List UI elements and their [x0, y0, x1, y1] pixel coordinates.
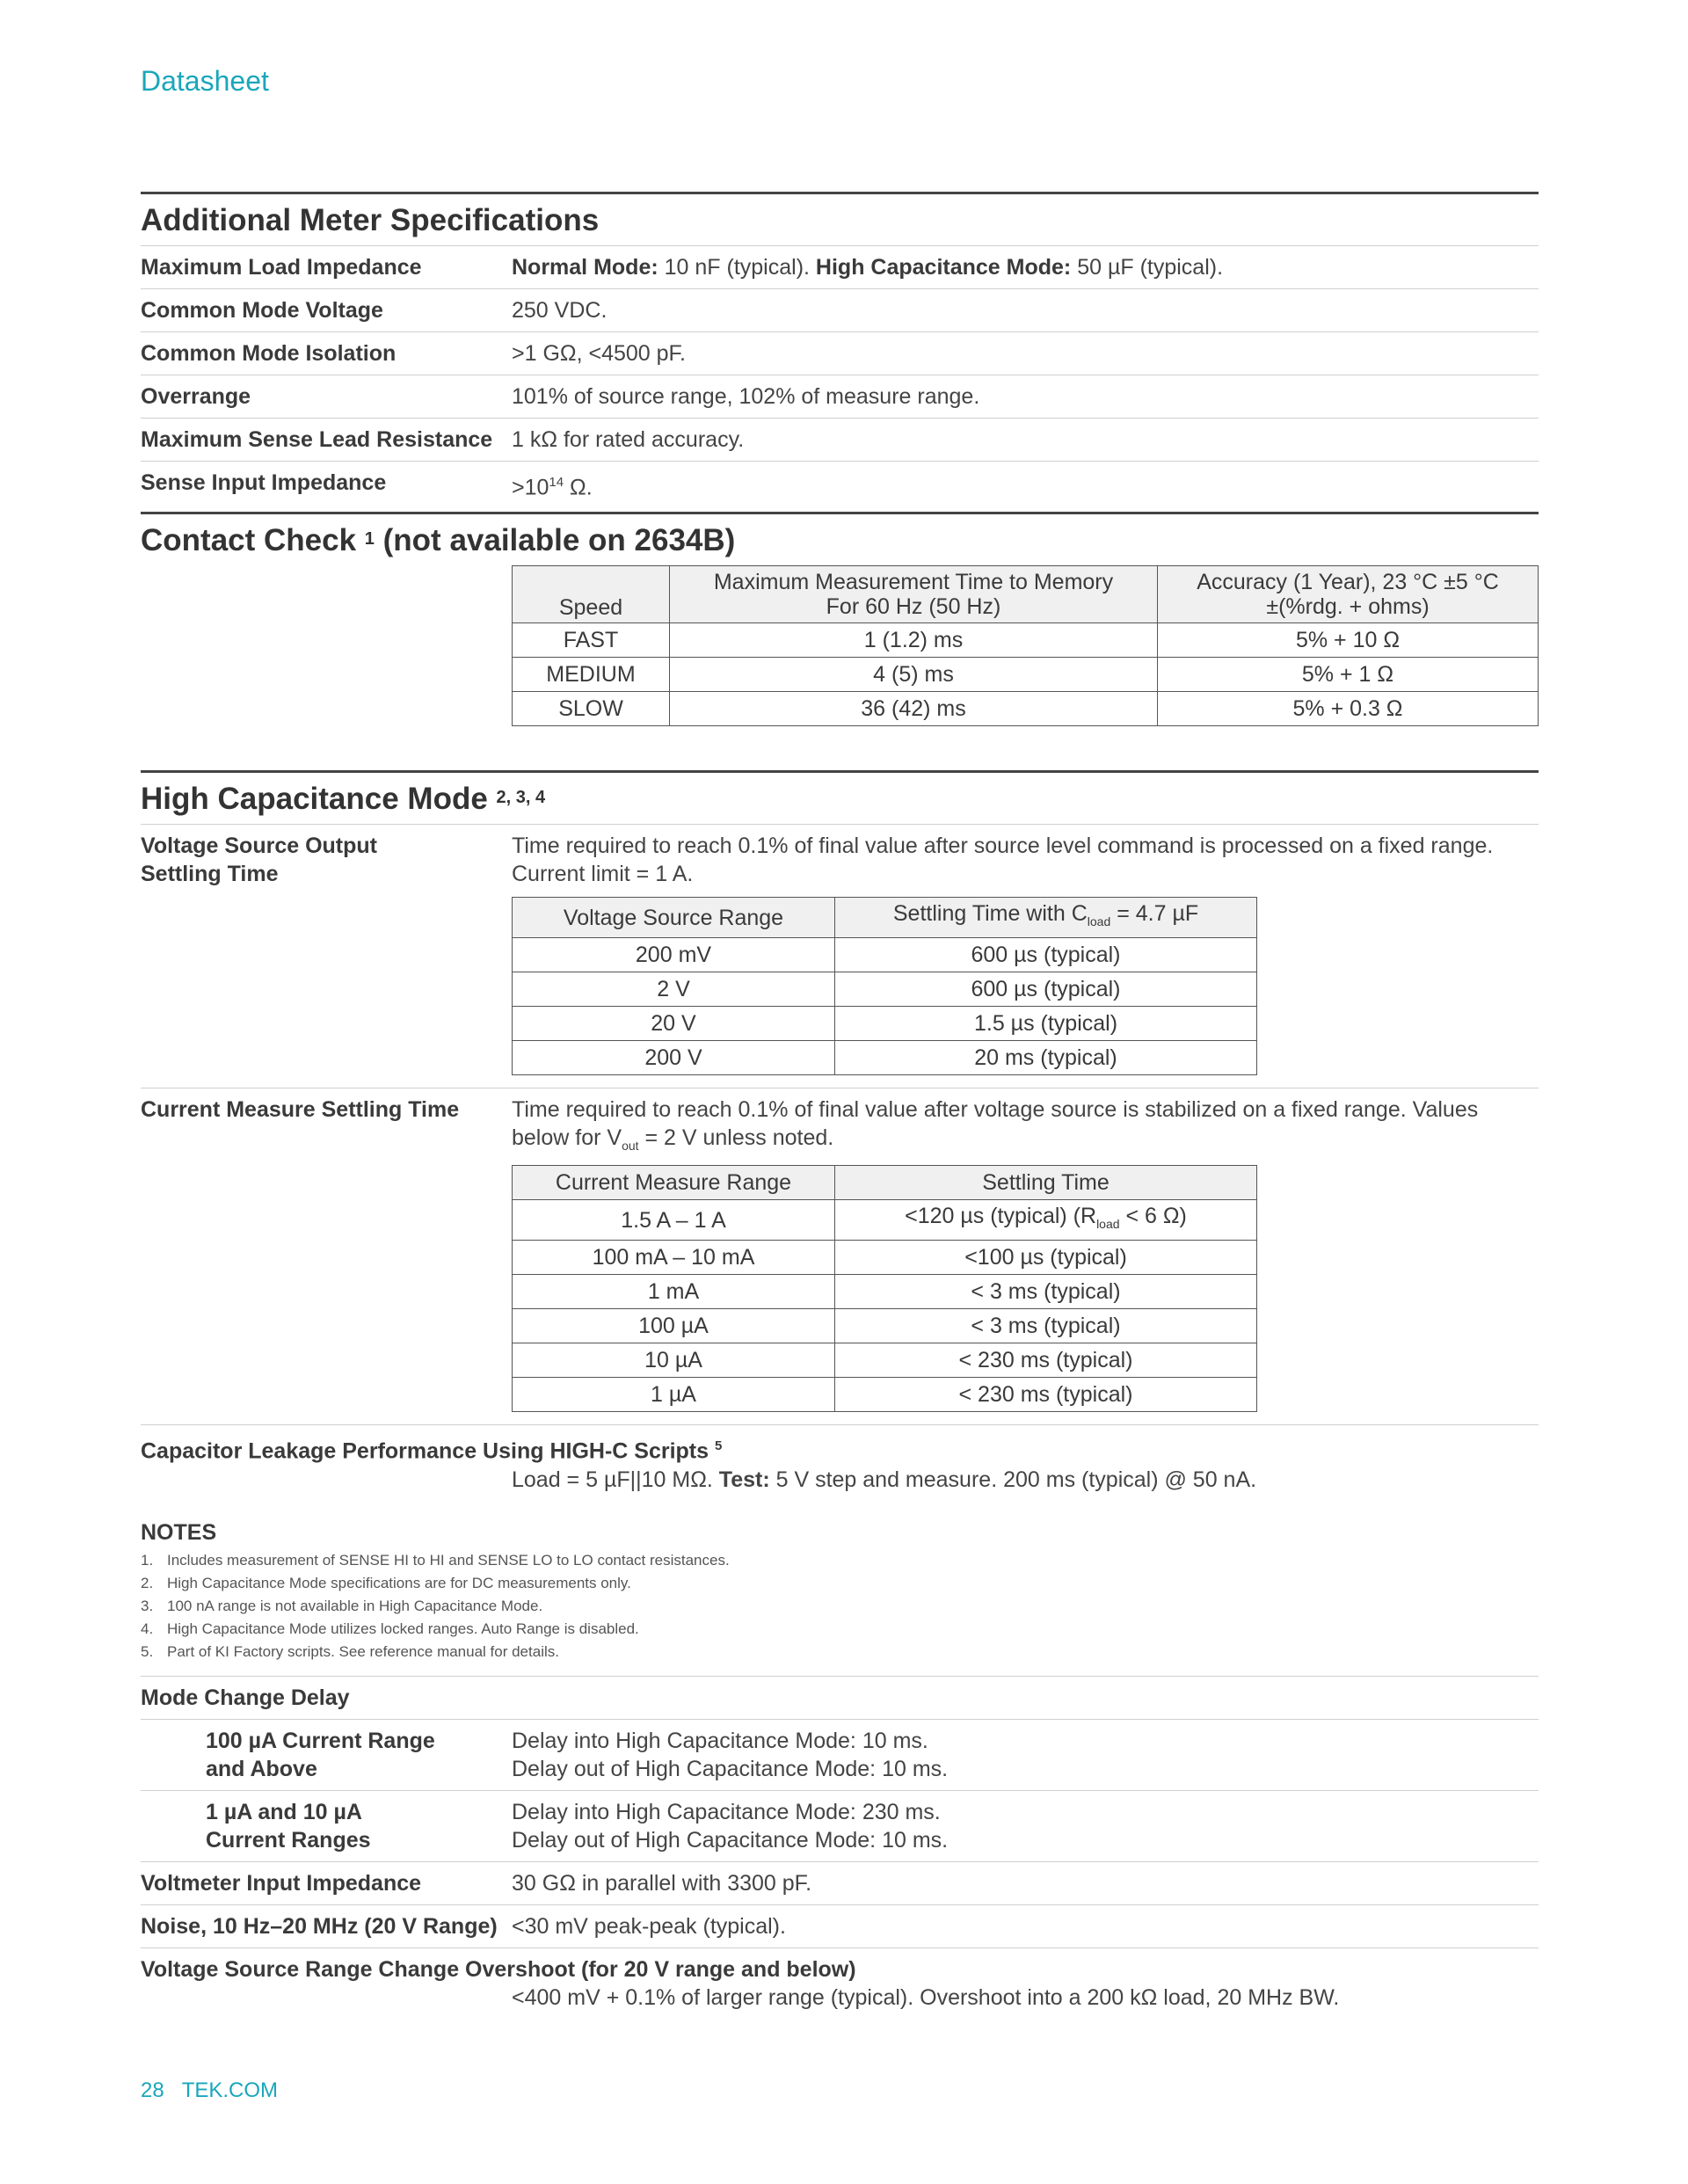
table-row	[513, 1343, 1257, 1378]
value-text: Load = 5 µF||10 MΩ.	[512, 1467, 719, 1492]
spec-value: <400 mV + 0.1% of larger range (typical). Overshoot into a 200 kΩ load, 20 MHz BW.	[512, 1984, 1340, 2010]
spec-row-vsost	[141, 824, 1539, 1088]
note-text: Part of KI Factory scripts. See reference manual for details.	[167, 1642, 559, 1660]
spec-label: Voltmeter Input Impedance	[141, 1870, 422, 1896]
spec-row	[141, 461, 1539, 512]
notes-list	[141, 1549, 1539, 1663]
spec-row	[141, 245, 1539, 288]
spec-label: Sense Input Impedance	[141, 470, 387, 495]
table-cell: 36 (42) ms	[670, 692, 1158, 726]
table-cell: 5% + 0.3 Ω	[1158, 692, 1539, 726]
spec-label: Maximum Load Impedance	[141, 255, 422, 280]
table-cell: MEDIUM	[513, 658, 670, 692]
note-item	[141, 1549, 1539, 1572]
table-header	[835, 898, 1257, 938]
value-line: Delay out of High Capacitance Mode: 10 ms.	[512, 1827, 949, 1853]
desc-text: Time required to reach 0.1% of final value after voltage source is stabilized on a fixed range. Values below for V	[512, 1097, 1479, 1151]
spec-row-cmst	[141, 1088, 1539, 1424]
table-cell	[835, 1200, 1257, 1241]
spec-value: 1 kΩ for rated accuracy.	[512, 427, 745, 452]
value-line: Delay out of High Capacitance Mode: 10 ms.	[512, 1756, 949, 1781]
spec-sublabel: 100 µA Current Range and Above	[206, 1728, 435, 1781]
page-number: 28	[141, 2078, 164, 2102]
table-header: Maximum Measurement Time to Memory For 60 Hz (50 Hz)	[670, 566, 1158, 623]
table-cell: 600 µs (typical)	[835, 938, 1257, 972]
table-cell: 200 mV	[513, 938, 835, 972]
note-item	[141, 1641, 1539, 1663]
table-cell: FAST	[513, 623, 670, 658]
table-row	[513, 623, 1539, 658]
section-title-additional-meter: Additional Meter Specifications	[141, 203, 600, 237]
page-content	[141, 192, 1539, 2019]
notes-title: NOTES	[141, 1519, 217, 1545]
table-row	[513, 1007, 1257, 1041]
table-row	[513, 938, 1257, 972]
table-header: Speed	[513, 566, 670, 623]
subscript: load	[1087, 914, 1111, 929]
spec-value: <30 mV peak-peak (typical).	[512, 1913, 786, 1939]
spec-label: Voltage Source Output Settling Time	[141, 834, 377, 887]
table-row	[513, 692, 1539, 726]
table-cell: 1.5 µs (typical)	[835, 1007, 1257, 1041]
table-cell: SLOW	[513, 692, 670, 726]
footer-link[interactable]: TEK.COM	[181, 2078, 279, 2102]
table-row	[513, 658, 1539, 692]
footnote-ref: 2, 3, 4	[496, 788, 546, 808]
cell-text: < 6 Ω)	[1119, 1204, 1187, 1229]
spec-label: Common Mode Isolation	[141, 341, 397, 366]
table-header: Accuracy (1 Year), 23 °C ±5 °C ±(%rdg. + ohms)	[1158, 566, 1539, 623]
spec-value	[512, 1798, 1539, 1854]
value-line: Delay into High Capacitance Mode: 230 ms.	[512, 1799, 941, 1824]
spec-value-bold: Normal Mode:	[512, 255, 658, 280]
note-number: 3.	[141, 1597, 154, 1614]
voltage-settling-table	[512, 897, 1257, 1075]
table-row	[513, 1241, 1257, 1275]
spec-label: Maximum Sense Lead Resistance	[141, 427, 493, 452]
spec-description: Time required to reach 0.1% of final value after source level command is processed on a fixed range. Current limit = 1 A.	[512, 834, 1494, 887]
note-item	[141, 1618, 1539, 1641]
spec-label	[141, 1432, 1539, 1465]
spec-value: >1 GΩ, <4500 pF.	[512, 341, 686, 366]
spec-label: Current Measure Settling Time	[141, 1097, 460, 1123]
table-row	[513, 1200, 1257, 1241]
note-text: High Capacitance Mode utilizes locked ranges. Auto Range is disabled.	[167, 1620, 639, 1637]
section-title-text: High Capacitance Mode	[141, 782, 488, 817]
contact-check-table-wrap	[512, 565, 1539, 726]
table-header-row	[513, 1166, 1257, 1200]
spec-row	[141, 375, 1539, 418]
note-number: 5.	[141, 1642, 154, 1660]
spec-value-bold: High Capacitance Mode:	[815, 255, 1072, 280]
contact-check-table	[512, 565, 1539, 726]
table-cell: 20 V	[513, 1007, 835, 1041]
section-title-suffix: (not available on 2634B)	[374, 523, 736, 558]
header-text: Settling Time with C	[892, 901, 1088, 927]
value-line: Delay into High Capacitance Mode: 10 ms.	[512, 1728, 928, 1753]
spec-value	[512, 832, 1539, 1075]
table-cell: < 230 ms (typical)	[835, 1378, 1257, 1412]
superscript: 14	[549, 475, 564, 490]
spec-row	[141, 288, 1539, 331]
spec-value	[512, 1096, 1539, 1412]
table-cell: 1 (1.2) ms	[670, 623, 1158, 658]
table-header-row	[513, 566, 1539, 623]
spec-label: Overrange	[141, 384, 251, 409]
table-header-row	[513, 898, 1257, 938]
spec-value	[141, 1466, 1539, 1494]
footnote-ref: 1	[364, 529, 375, 550]
spec-value-text: 50 µF (typical).	[1071, 255, 1224, 280]
section-title-contact-check	[141, 514, 1539, 565]
value-text: 5 V step and measure. 200 ms (typical) @ 50 nA.	[769, 1467, 1257, 1492]
spec-row-overshoot	[141, 1947, 1539, 2019]
note-item	[141, 1595, 1539, 1618]
spec-label: Mode Change Delay	[141, 1685, 350, 1710]
spec-value: 250 VDC.	[512, 298, 608, 323]
subscript: out	[622, 1139, 639, 1154]
note-number: 4.	[141, 1620, 154, 1637]
table-cell: 5% + 10 Ω	[1158, 623, 1539, 658]
table-header: Settling Time	[835, 1166, 1257, 1200]
spec-label: Voltage Source Range Change Overshoot (for 20 V range and below)	[141, 1956, 856, 1982]
footnote-ref: 5	[714, 1438, 723, 1454]
table-cell: 1 µA	[513, 1378, 835, 1412]
table-cell: 200 V	[513, 1041, 835, 1075]
spec-description	[512, 1096, 1539, 1160]
table-cell: 5% + 1 Ω	[1158, 658, 1539, 692]
table-cell: 600 µs (typical)	[835, 972, 1257, 1007]
table-cell: <100 µs (typical)	[835, 1241, 1257, 1275]
table-row	[513, 1041, 1257, 1075]
table-row	[513, 1275, 1257, 1309]
table-cell: < 3 ms (typical)	[835, 1309, 1257, 1343]
spec-row	[141, 1904, 1539, 1947]
section-title-high-capacitance	[141, 773, 1539, 824]
note-item	[141, 1572, 1539, 1595]
desc-text: = 2 V unless noted.	[638, 1125, 834, 1151]
spec-row-sub	[141, 1790, 1539, 1861]
spec-row	[141, 418, 1539, 461]
table-cell: 2 V	[513, 972, 835, 1007]
spec-value-text: >10	[512, 475, 549, 500]
table-row	[513, 972, 1257, 1007]
table-cell: < 3 ms (typical)	[835, 1275, 1257, 1309]
note-number: 1.	[141, 1551, 154, 1569]
table-header: Voltage Source Range	[513, 898, 835, 938]
note-text: Includes measurement of SENSE HI to HI and SENSE LO to LO contact resistances.	[167, 1551, 730, 1569]
spec-value-text: Ω.	[564, 475, 593, 500]
spec-value	[512, 253, 1539, 281]
page-footer	[141, 2078, 278, 2103]
label-text: Capacitor Leakage Performance Using HIGH-C Scripts	[141, 1438, 709, 1464]
spec-row-sub	[141, 1719, 1539, 1790]
spec-row-leakage	[141, 1424, 1539, 1500]
subscript: load	[1096, 1217, 1120, 1232]
table-cell: 20 ms (typical)	[835, 1041, 1257, 1075]
header-text: = 4.7 µF	[1110, 901, 1199, 927]
table-header: Current Measure Range	[513, 1166, 835, 1200]
spec-row	[141, 1861, 1539, 1904]
note-text: High Capacitance Mode specifications are for DC measurements only.	[167, 1574, 631, 1591]
section-title-text: Contact Check	[141, 523, 357, 558]
table-cell: < 230 ms (typical)	[835, 1343, 1257, 1378]
table-cell: 1 mA	[513, 1275, 835, 1309]
table-cell: 1.5 A – 1 A	[513, 1200, 835, 1241]
spec-value: 30 GΩ in parallel with 3300 pF.	[512, 1870, 812, 1896]
cell-text: <120 µs (typical) (R	[905, 1204, 1097, 1229]
note-text: 100 nA range is not available in High Capacitance Mode.	[167, 1597, 543, 1614]
spec-row-mode-change	[141, 1676, 1539, 1719]
datasheet-header: Datasheet	[141, 65, 269, 97]
current-settling-table	[512, 1165, 1257, 1412]
table-cell: 100 mA – 10 mA	[513, 1241, 835, 1275]
spec-value	[512, 469, 1539, 501]
spec-value	[512, 1727, 1539, 1783]
spec-value-text: 10 nF (typical).	[658, 255, 816, 280]
table-cell: 100 µA	[513, 1309, 835, 1343]
spec-row	[141, 331, 1539, 375]
spec-label: Noise, 10 Hz–20 MHz (20 V Range)	[141, 1913, 498, 1939]
value-bold: Test:	[718, 1467, 770, 1492]
table-row	[513, 1309, 1257, 1343]
table-row	[513, 1378, 1257, 1412]
table-cell: 10 µA	[513, 1343, 835, 1378]
note-number: 2.	[141, 1574, 154, 1591]
spec-sublabel: 1 µA and 10 µA Current Ranges	[206, 1799, 371, 1853]
spec-label: Common Mode Voltage	[141, 298, 383, 323]
table-cell: 4 (5) ms	[670, 658, 1158, 692]
spec-value: 101% of source range, 102% of measure range.	[512, 384, 980, 409]
